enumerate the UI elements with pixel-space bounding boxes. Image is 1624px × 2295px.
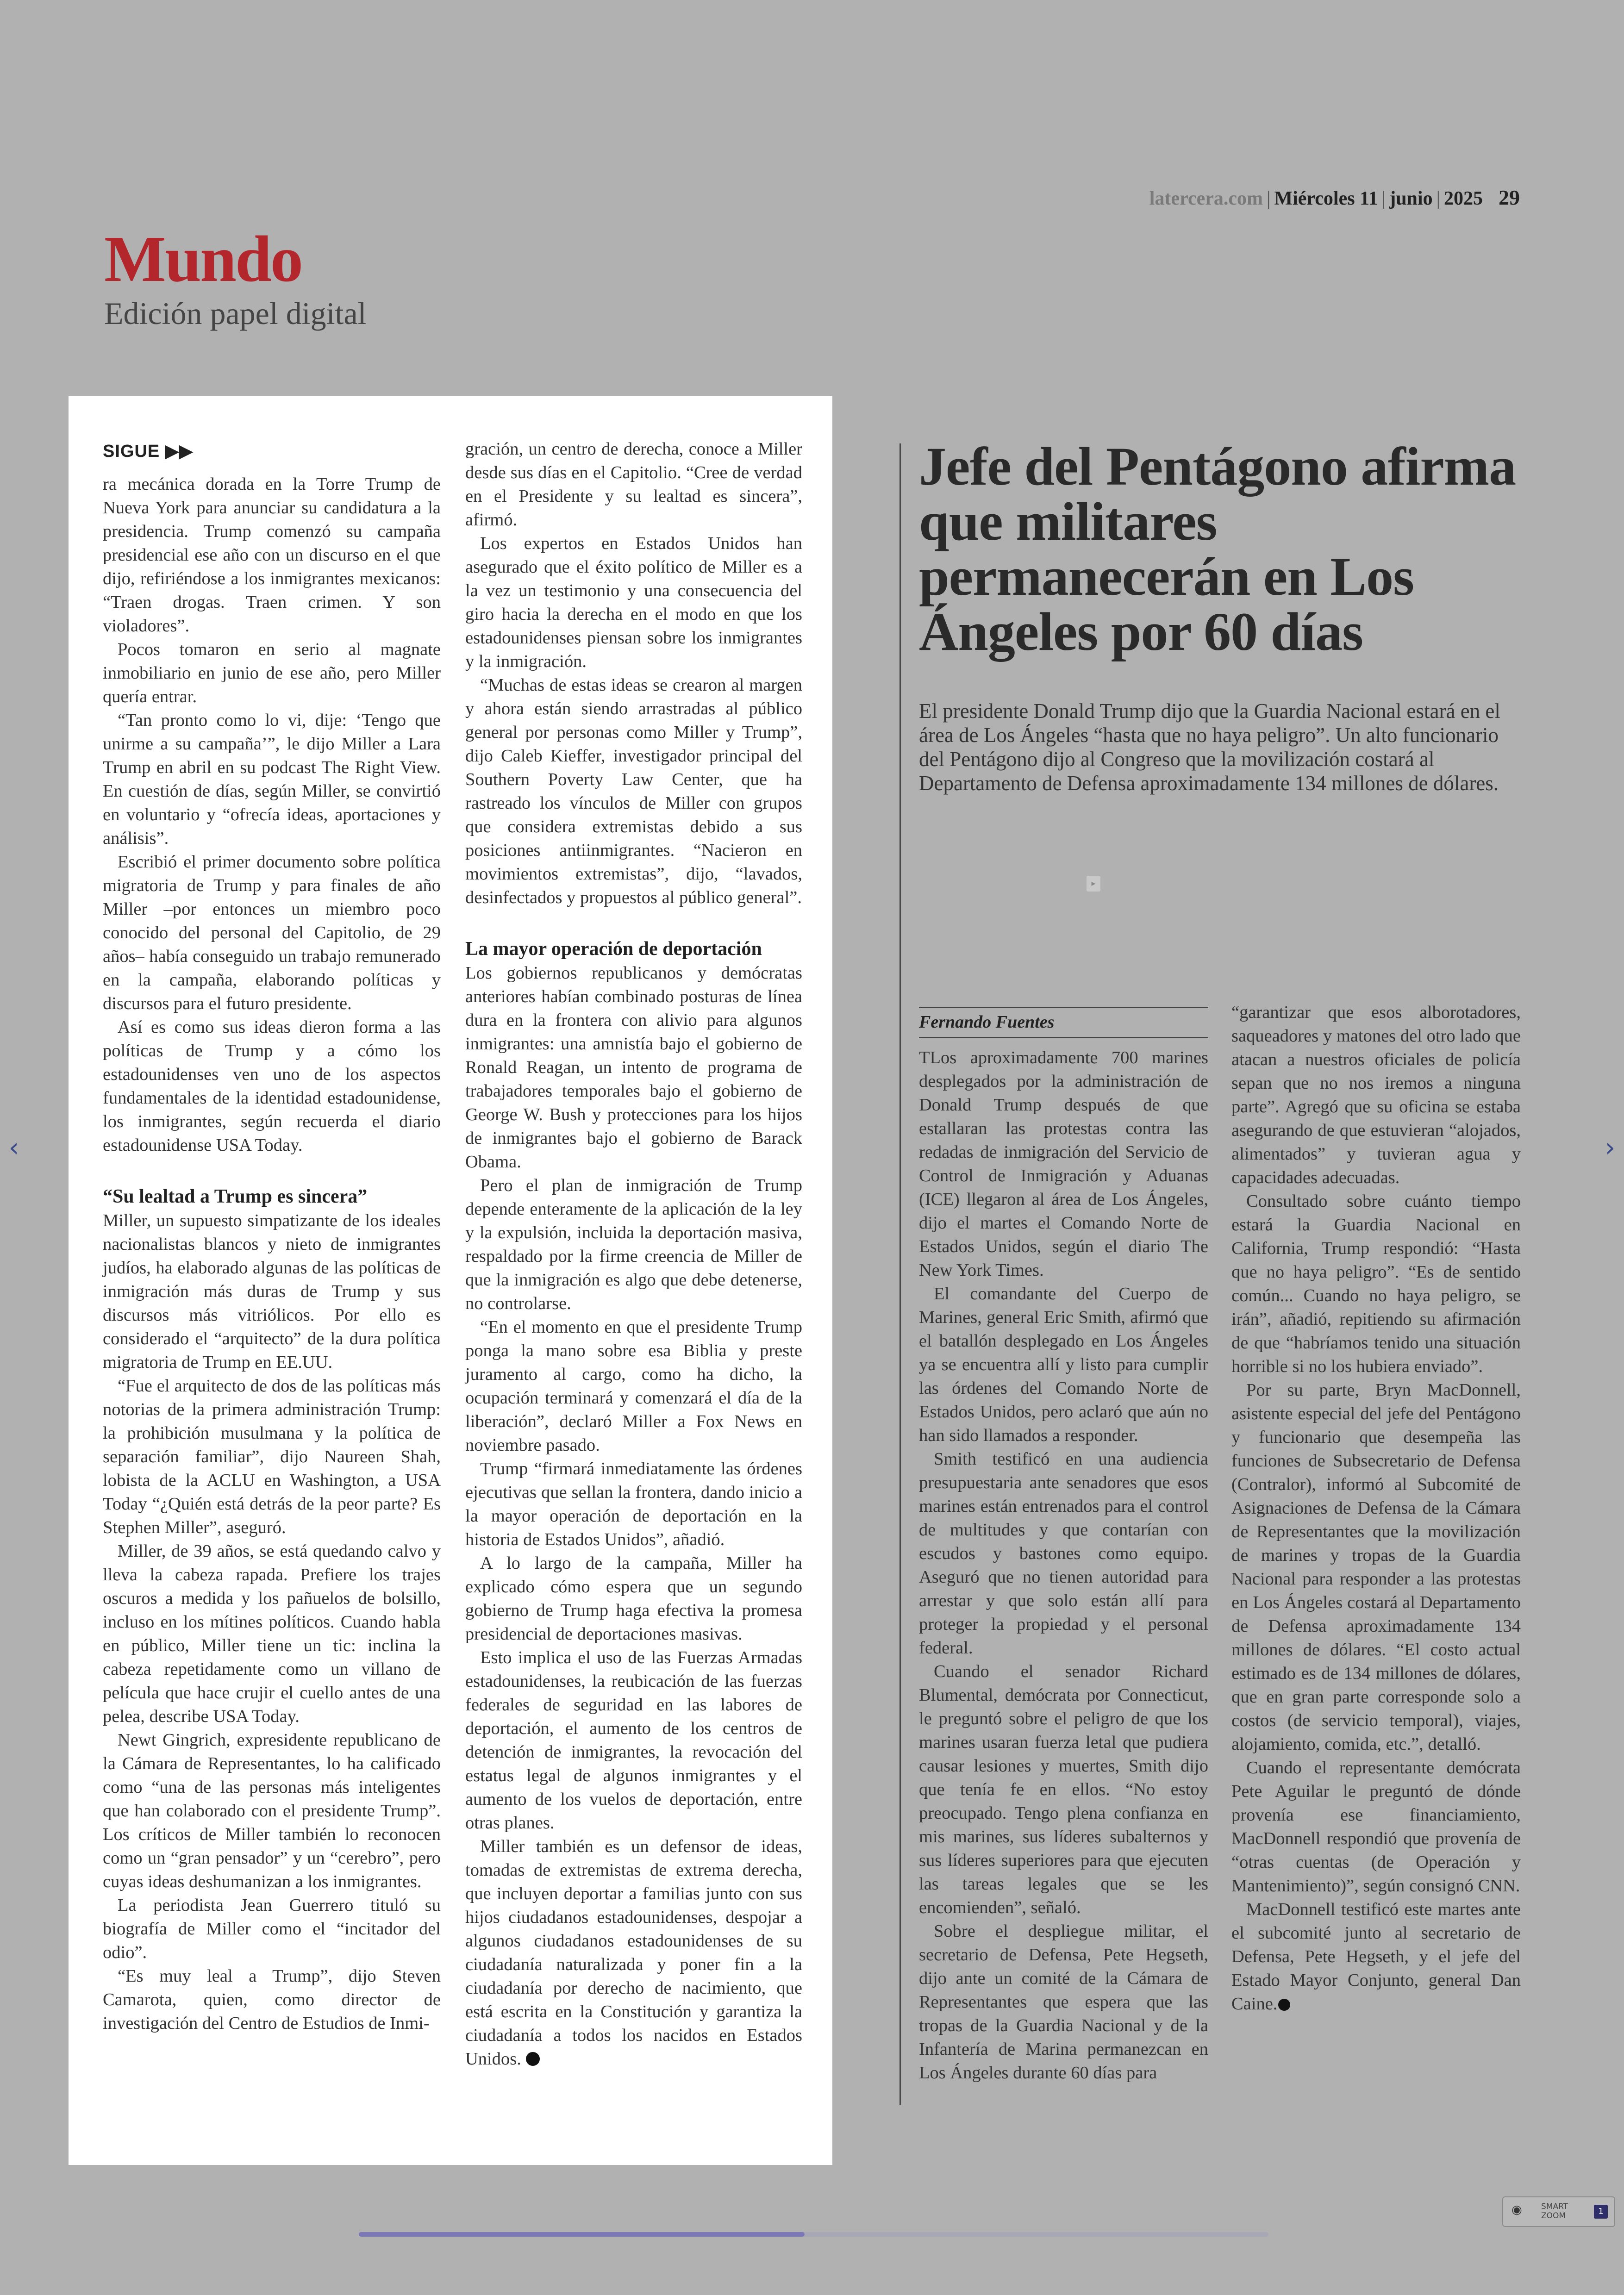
- paragraph: A lo largo de la campaña, Miller ha explicado cómo espera que un segundo gobierno de Trump haga efectiva la promesa presidencial de deportaciones masivas.: [465, 1553, 802, 1644]
- continued-article-column-2: [465, 437, 802, 2071]
- paragraph: Por su parte, Bryn MacDonnell, asistente especial del jefe del Pentágono y funcionario que desempeña las funciones de Subsecretario de Defensa (Contralor), informó al Subcomité de Asignaciones de Defensa de la Cámara de Representantes que la movilización de marines y tropas de la Guardia Nacional para responder a las protestas en Los Ángeles costará al Departamento de Defensa aproximadamente 134 millones de dólares. “El costo actual estimado es de 134 millones de dólares, que en gran parte corresponde solo a costos (de servicio temporal), viajes, alojamiento, comida, etc.”, detalló.: [1231, 1380, 1521, 1754]
- folio-year: 2025: [1444, 188, 1483, 209]
- page-number: 29: [1499, 186, 1520, 209]
- paragraph: “En el momento en que el presidente Trump ponga la mano sobre esa Biblia y preste juramento al cargo, como ha dicho, la ocupación terminará y comenzará el día de la liberación”, declaró Miller a Fox News en noviembre pasado.: [465, 1317, 802, 1455]
- paragraph: Miller, de 39 años, se está quedando calvo y lleva la cabeza rapada. Prefiere los trajes oscuros a medida y los pañuelos de bolsillo, incluso en los mítines políticos. Cuando habla en público, Miller tiene un tic: inclina la cabeza repetidamente como un villano de película que hace crujir el cuello antes de una pelea, describe USA Today.: [103, 1541, 441, 1726]
- paragraph: “Tan pronto como lo vi, dije: ‘Tengo que unirme a su campaña’”, le dijo Miller a Lara Trump en abril en su podcast The Right View. En cuestión de días, según Miller, se convirtió en voluntario y “ofrecía ideas, aportaciones y análisis”.: [103, 711, 441, 848]
- paragraph: gración, un centro de derecha, conoce a Miller desde sus días en el Capitolio. “Cree de verdad en el Presidente y su lealtad es sincera”, afirmó.: [465, 439, 802, 530]
- paragraph: “garantizar que esos alborotadores, saqueadores y matones del otro lado que atacan a nuestros oficiales de policía sepan que no nos iremos a ninguna parte”. Agregó que su oficina se estaba asegurando de que estuvieran “alojados, alimentados” y tuvieran agua y capacidades adecuadas.: [1231, 1003, 1521, 1187]
- paragraph: Los expertos en Estados Unidos han asegurado que el éxito político de Miller es a la vez un testimonio y una consecuencia del giro hacia la derecha en el modo en que los estadounidenses piensan sobre los inmigrantes y la inmigración.: [465, 534, 802, 671]
- paragraph: La periodista Jean Guerrero tituló su biografía de Miller como el “incitador del odio”.: [103, 1896, 441, 1962]
- paragraph: Cuando el representante demócrata Pete Aguilar le preguntó de dónde provenía ese financiamiento, MacDonnell respondió que provenía de “otras cuentas (de Operación y Mantenimiento)”, según consignó CNN.: [1231, 1758, 1521, 1896]
- paragraph: Pero el plan de inmigración de Trump depende enteramente de la aplicación de la ley y la expulsión, incluida la deportación masiva, respaldado por la firme creencia de Miller de que la inmigración es algo que debe detenerse, no controlarse.: [465, 1176, 802, 1313]
- paragraph: TLos aproximadamente 700 marines desplegados por la administración de Donald Trump después de que estallaran las protestas contra las redadas de inmigración del Servicio de Control de Inmigración y Aduanas (ICE) llegaron al área de Los Ángeles, dijo el martes el Comando Norte de Estados Unidos, según el diario The New York Times.: [919, 1048, 1208, 1280]
- paragraph: Miller también es un defensor de ideas, tomadas de extremistas de extrema derecha, que incluyen deportar a familias junto con sus hijos ciudadanos estadounidenses, despojar a algunos ciudadanos estadounidenses de su ciudadanía naturalizada y poner fin a la ciudadanía por derecho de nacimiento, que está escrita en la Constitución y garantiza la ciudadanía a todos los nacidos en Estados Unidos.: [465, 1837, 802, 2069]
- paragraph: Consultado sobre cuánto tiempo estará la Guardia Nacional en California, Trump respondió: “Hasta que no haya peligro”. “Es de sentido común... Cuando no haya peligro, se irán”, añadió, repitiendo su afirmación de que “habríamos tenido una situación horrible si no los hubiera enviado”.: [1231, 1191, 1521, 1376]
- paragraph: ra mecánica dorada en la Torre Trump de Nueva York para anunciar su candidatura a la presidencia. Trump comenzó su campaña presidencial ese año con un discurso en el que dijo, refiriéndose a los inmigrantes mexicanos: “Traen drogas. Traen crimen. Y son violadores”.: [103, 474, 441, 636]
- paragraph: El comandante del Cuerpo de Marines, general Eric Smith, afirmó que el batallón desplegado en Los Ángeles ya se encuentra allí y listo para cumplir las órdenes del Comando Norte de Estados Unidos, pero aclaró que aún no han sido llamados a responder.: [919, 1284, 1208, 1445]
- end-of-article-icon: [526, 2052, 540, 2066]
- main-article-column-2: [1231, 1001, 1521, 2016]
- smart-zoom-label: SMART ZOOM: [1541, 2202, 1568, 2220]
- paragraph: Cuando el senador Richard Blumental, demócrata por Connecticut, le preguntó sobre el peligro de que los marines usaran fuerza letal que pudiera causar lesiones y muertes, Smith dijo que tenía fe en ellos. “No estoy preocupado. Tengo plena confianza en mis marines, sus líderes subalternos y sus líderes superiores para que ejecuten las tareas legales que se les encomienden”, señaló.: [919, 1662, 1208, 1917]
- site-name: latercera.com: [1149, 188, 1263, 209]
- section-title: Mundo: [104, 222, 302, 295]
- edition-subtitle: Edición papel digital: [104, 296, 367, 331]
- chevron-left-icon: ‹: [8, 1133, 19, 1163]
- paragraph: “Muchas de estas ideas se crearon al margen y ahora están siendo arrastradas al público general por personas como Miller y Trump”, dijo Caleb Kieffer, investigador principal del Southern Poverty Law Center, que ha rastreado los vínculos de Miller con grupos que considera extremistas debido a sus posiciones antiinmigrantes. “Nacieron en movimientos extremistas”, dijo, “lavados, desinfectados y propuestos al público general”.: [465, 675, 802, 907]
- page-folio: latercera.com | Miércoles 11 | junio | 2025 29: [1149, 186, 1520, 209]
- continued-article-column-1: [103, 440, 441, 2035]
- folio-month: junio: [1389, 188, 1433, 209]
- smart-zoom-button[interactable]: [1502, 2196, 1615, 2227]
- page-progress-bar[interactable]: [359, 2232, 1268, 2237]
- page-progress-fill: [359, 2232, 805, 2237]
- paragraph: Smith testificó en una audiencia presupuestaria ante senadores que esos marines están entrenados para el control de multitudes y que contarían con escudos y bastones como equipo. Aseguró que no tienen autoridad para arrestar y que solo están allí para proteger la propiedad y el personal federal.: [919, 1449, 1208, 1658]
- column-divider: [899, 443, 901, 2105]
- paragraph: Pocos tomaron en serio al magnate inmobiliario en junio de ese año, pero Miller quería entrar.: [103, 640, 441, 706]
- eye-icon: ◉: [1512, 2203, 1522, 2217]
- article-byline: Fernando Fuentes: [919, 1007, 1208, 1038]
- paragraph: Escribió el primer documento sobre política migratoria de Trump y para finales de año Miller –por entonces un miembro poco conocido del personal del Capitolio, de 29 años– había conseguido un trabajo remunerado en la campaña, elaborando políticas y discursos para el futuro presidente.: [103, 852, 441, 1013]
- main-article-column-1: [919, 1046, 1208, 2085]
- article-headline: Jefe del Pentágono afirma que militares permanecerán en Los Ángeles por 60 días: [919, 436, 1516, 662]
- paragraph: Trump “firmará inmediatamente las órdenes ejecutivas que sellan la frontera, dando inicio a la mayor operación de deportación en la historia de Estados Unidos”, añadió.: [465, 1459, 802, 1549]
- paragraph: “Es muy leal a Trump”, dijo Steven Camarota, quien, como director de investigación del Centro de Estudios de Inmi-: [103, 1966, 441, 2033]
- prev-page-button[interactable]: [0, 1129, 28, 1166]
- paragraph: Sobre el despliegue militar, el secretario de Defensa, Pete Hegseth, dijo ante un comité de la Cámara de Representantes que espera que las tropas de la Guardia Nacional y de la Infantería de Marina permanezcan en Los Ángeles durante 60 días para: [919, 1921, 1208, 2083]
- paragraph: Newt Gingrich, expresidente republicano de la Cámara de Representantes, lo ha calificado como “una de las personas más inteligentes que han colaborado con el presidente Trump”. Los críticos de Miller también lo reconocen como un “gran pensador” y un “cerebro”, pero cuyas ideas deshumanizan a los inmigrantes.: [103, 1730, 441, 1891]
- paragraph: Así es como sus ideas dieron forma a las políticas de Trump y a cómo los estadounidenses ven uno de los aspectos fundamentales de la identidad estadounidense, los inmigrantes, según recuerda el diario estadounidense USA Today.: [103, 1017, 441, 1155]
- image-placeholder-icon: ▸: [1087, 876, 1100, 892]
- paragraph: MacDonnell testificó este martes ante el subcomité junto al secretario de Defensa, Pete Hegseth, y el jefe del Estado Mayor Conjunto, general Dan Caine.: [1231, 1900, 1521, 2014]
- zoom-level-badge: 1: [1594, 2205, 1608, 2219]
- subheading: “Su lealtad a Trump es sincera”: [103, 1186, 368, 1207]
- folio-day: Miércoles 11: [1274, 188, 1378, 209]
- continued-marker: SIGUE ▶▶: [103, 442, 194, 461]
- paragraph: Los gobiernos republicanos y demócratas anteriores habían combinado posturas de línea dura en la frontera con alivio para algunos inmigrantes: una amnistía bajo el gobierno de Ronald Reagan, un intento de programa de trabajadores temporales bajo el gobierno de George W. Bush y protecciones para los hijos de inmigrantes bajo el gobierno de Barack Obama.: [465, 963, 802, 1172]
- chevron-right-icon: ›: [1605, 1133, 1616, 1163]
- article-lead: El presidente Donald Trump dijo que la Guardia Nacional estará en el área de Los Ángeles “hasta que no haya peligro”. Un alto funcionario del Pentágono dijo al Congreso que la movilización costará al Departamento de Defensa aproximadamente 134 millones de dólares.: [919, 699, 1500, 795]
- paragraph: Miller, un supuesto simpatizante de los ideales nacionalistas blancos y nieto de inmigrantes judíos, ha elaborado algunas de las políticas de inmigración más duras de Trump y sus discursos más vitriólicos. Por ello es considerado el “arquitecto” de la dura política migratoria de Trump en EE.UU.: [103, 1211, 441, 1372]
- paragraph: “Fue el arquitecto de dos de las políticas más notorias de la primera administración Trump: la prohibición musulmana y la política de separación familiar”, dijo Naureen Shah, lobista de la ACLU en Washington, a USA Today “¿Quién está detrás de la peor parte? Es Stephen Miller”, aseguró.: [103, 1376, 441, 1537]
- next-page-button[interactable]: [1596, 1129, 1624, 1166]
- paragraph: Esto implica el uso de las Fuerzas Armadas estadounidenses, la reubicación de las fuerzas federales de seguridad en las labores de deportación, el aumento de los centros de detención de inmigrantes, la revocación del estatus legal de algunos inmigrantes y el aumento de los vuelos de deportación, entre otras planes.: [465, 1648, 802, 1833]
- subheading: La mayor operación de deportación: [465, 938, 762, 960]
- end-of-article-icon: [1278, 1999, 1290, 2011]
